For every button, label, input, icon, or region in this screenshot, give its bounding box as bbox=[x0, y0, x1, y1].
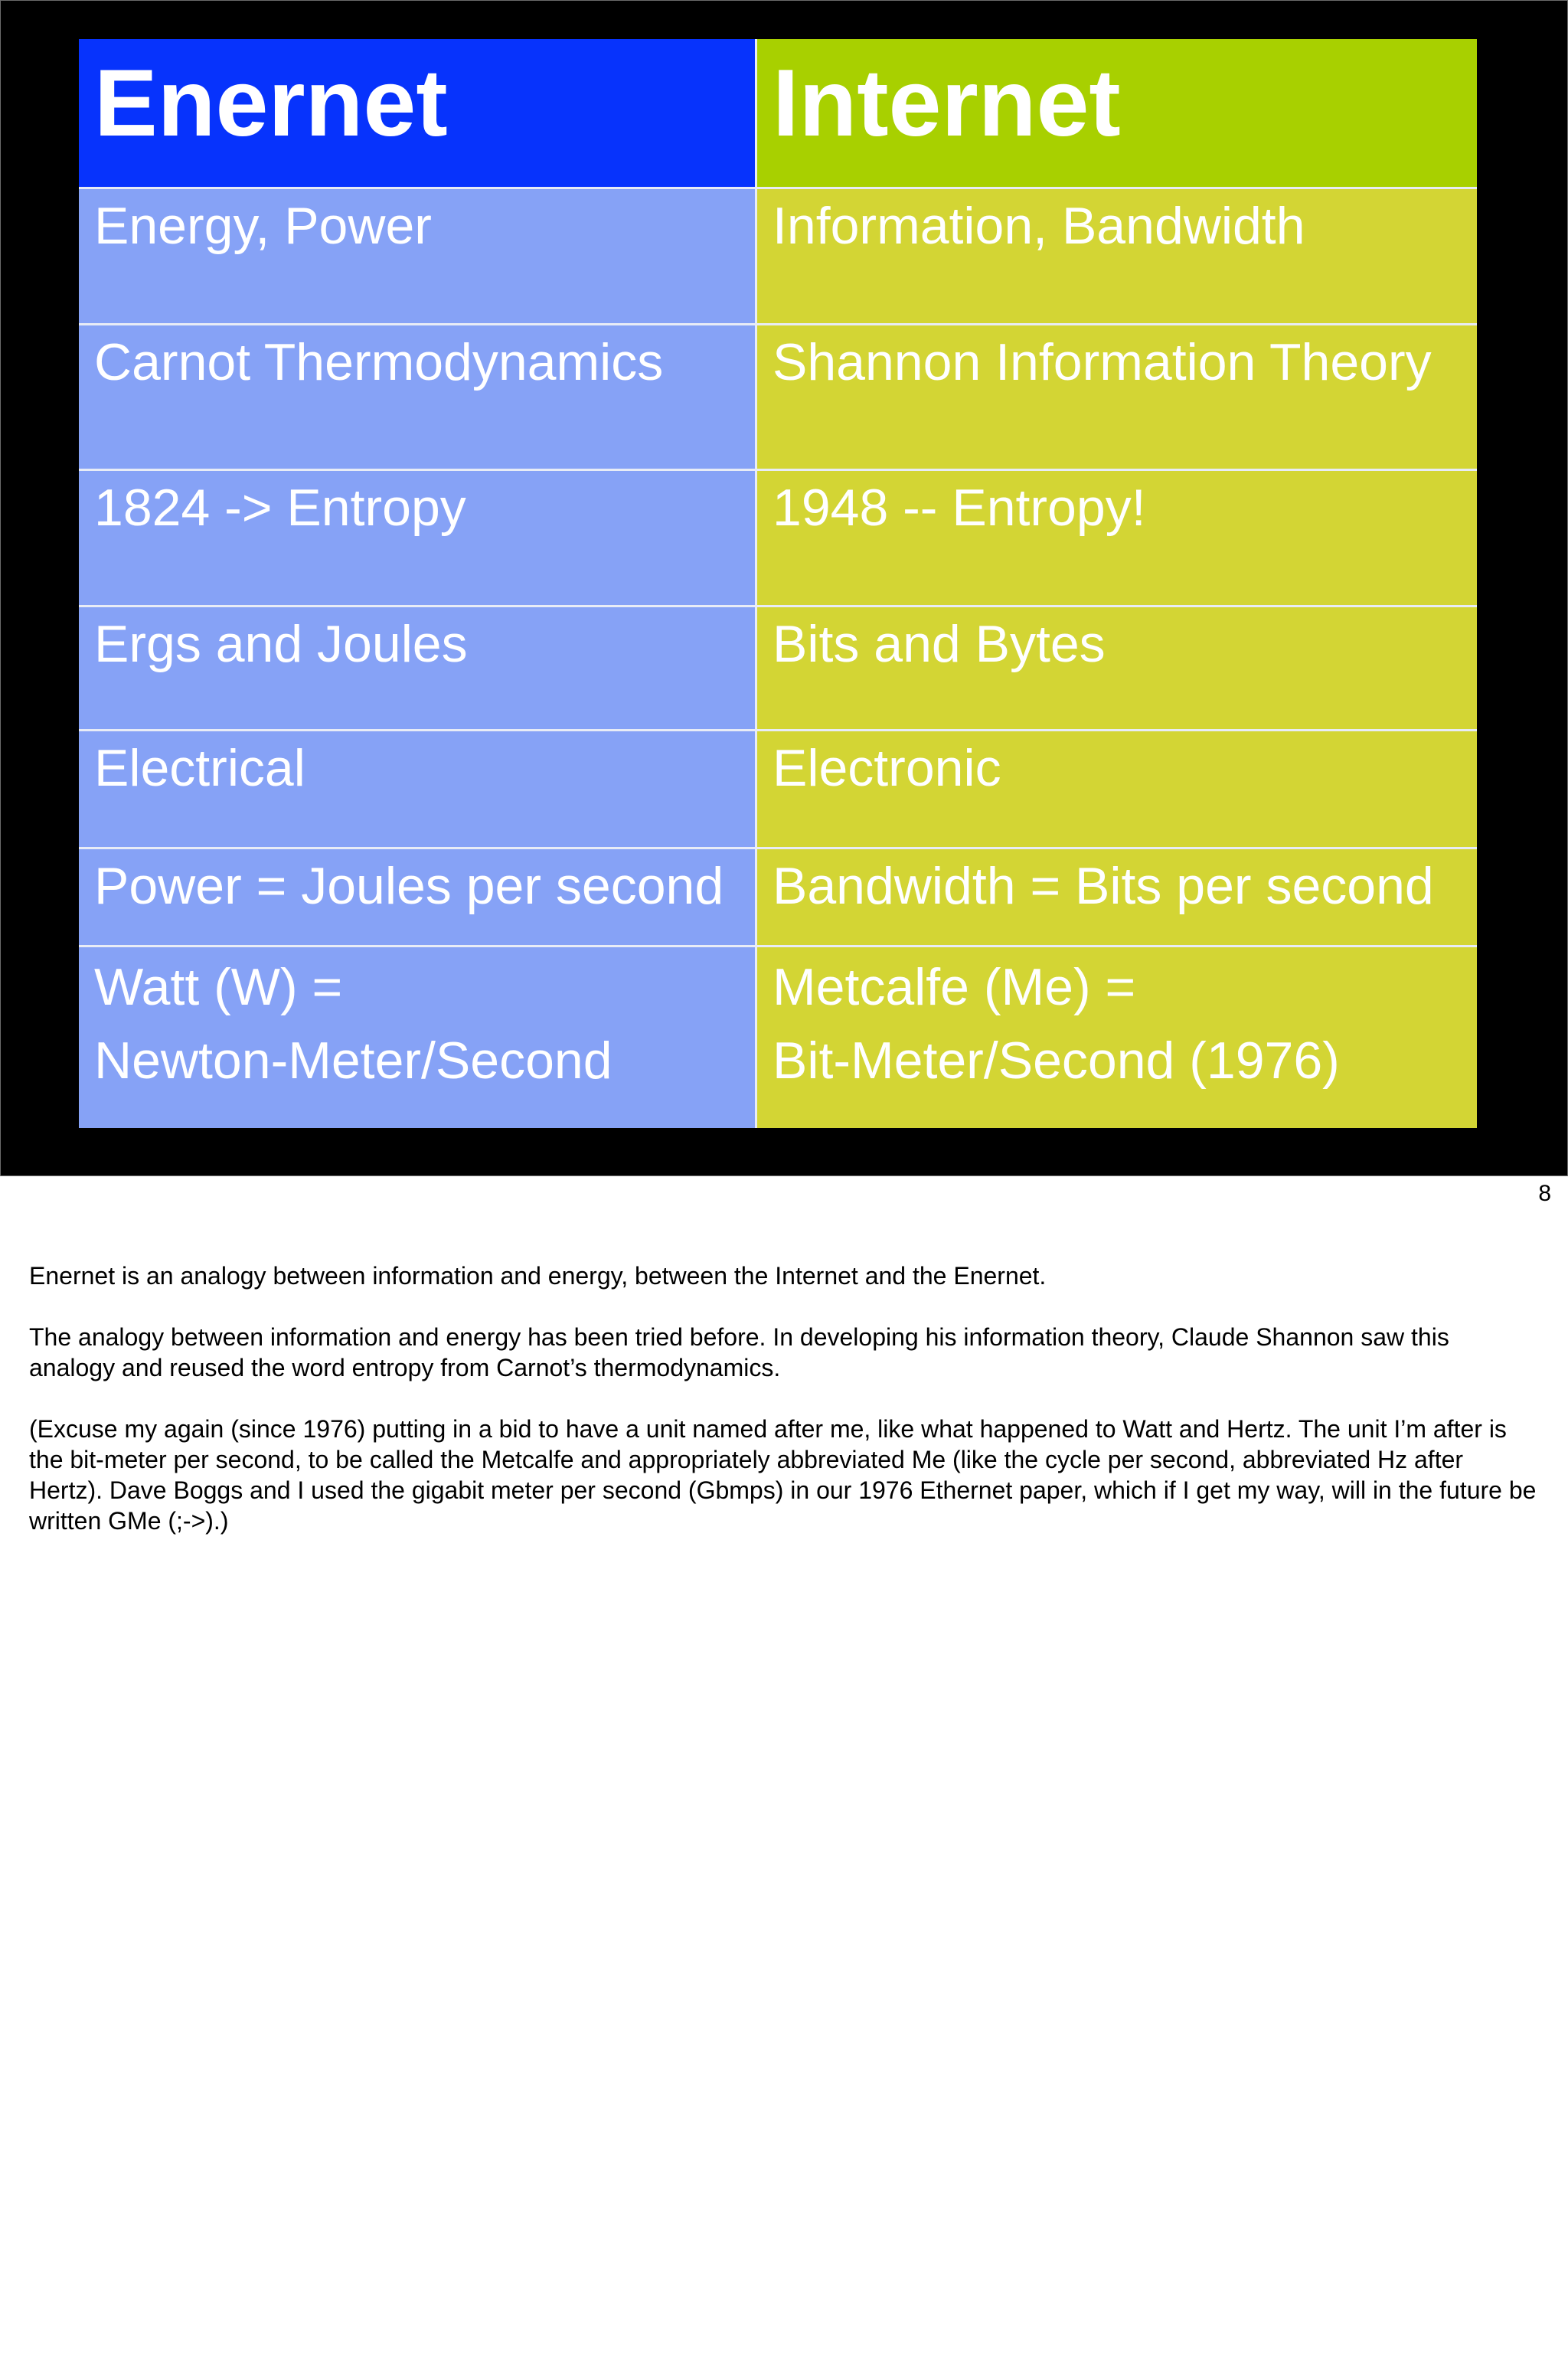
internet-cell: Bits and Bytes bbox=[757, 607, 1477, 731]
comparison-table bbox=[79, 39, 1477, 1128]
notes-paragraph: (Excuse my again (since 1976) putting in a bid to have a unit named after me, like what happened to Watt and Hertz. The unit I’m after is the bit-meter per second, to be called the Metcalfe and appropriately abbreviated Me (like the cycle per second, abbreviated Hz after Hertz). Dave Boggs and I used the gigabit meter per second (Gbmps) in our 1976 Ethernet paper, which if I get my way, will in the future be written GMe (;->).) bbox=[29, 1415, 1537, 1535]
slide bbox=[0, 0, 1568, 1176]
speaker-notes bbox=[29, 1260, 1537, 1567]
internet-cell: Bandwidth = Bits per second bbox=[757, 849, 1477, 947]
notes-paragraph: The analogy between information and energy has been tried before. In developing his information theory, Claude Shannon saw this analogy and reused the word entropy from Carnot’s thermodynamics. bbox=[29, 1323, 1449, 1381]
enernet-cell-line: Newton-Meter/Second bbox=[94, 1032, 612, 1090]
notes-paragraph: Enernet is an analogy between information and energy, between the Internet and the Enernet. bbox=[29, 1262, 1047, 1290]
header-enernet: Enernet bbox=[79, 39, 757, 189]
enernet-cell bbox=[79, 947, 757, 1128]
page-number: 8 bbox=[1538, 1181, 1551, 1206]
internet-cell-line: Metcalfe (Me) = bbox=[773, 958, 1136, 1016]
internet-cell bbox=[757, 947, 1477, 1128]
internet-cell: 1948 -- Entropy! bbox=[757, 471, 1477, 607]
internet-cell: Information, Bandwidth bbox=[757, 189, 1477, 325]
internet-cell: Electronic bbox=[757, 731, 1477, 849]
enernet-cell: Ergs and Joules bbox=[79, 607, 757, 731]
enernet-cell: Electrical bbox=[79, 731, 757, 849]
enernet-cell: Power = Joules per second bbox=[79, 849, 757, 947]
enernet-cell-line: Watt (W) = bbox=[94, 958, 343, 1016]
enernet-cell: 1824 -> Entropy bbox=[79, 471, 757, 607]
internet-cell-line: Bit-Meter/Second (1976) bbox=[773, 1032, 1340, 1090]
internet-cell: Shannon Information Theory bbox=[757, 325, 1477, 471]
header-internet: Internet bbox=[757, 39, 1477, 189]
enernet-cell: Energy, Power bbox=[79, 189, 757, 325]
enernet-cell: Carnot Thermodynamics bbox=[79, 325, 757, 471]
